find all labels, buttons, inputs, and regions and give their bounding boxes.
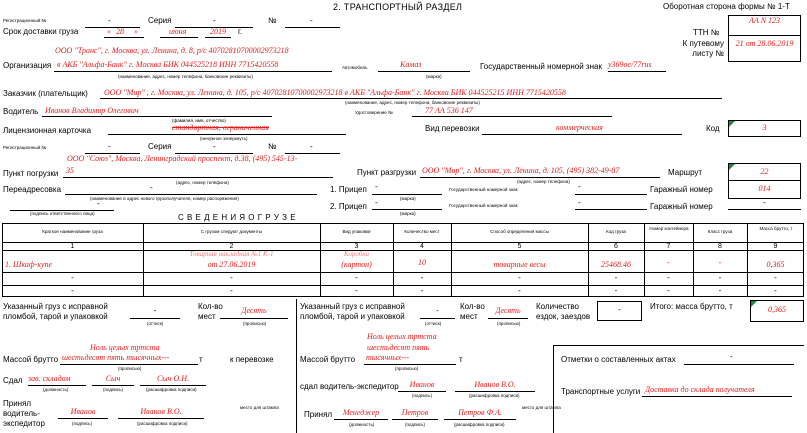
customer-caption: (наименование, адрес, номер телефона, банковские реквизиты)	[345, 100, 480, 105]
seria-value: -	[213, 16, 216, 25]
cargo-docs: -	[230, 273, 233, 282]
license-label: Лицензионная карточка	[3, 126, 92, 135]
plate-label: Государственный номерной знак	[480, 62, 602, 71]
number-value: -	[310, 16, 313, 25]
gave-sign: Сыч	[105, 374, 121, 383]
left-seal-text: Указанный груз с исправной пломбой, тарой и упаковкой	[3, 302, 108, 321]
col-num-9: 9	[773, 243, 778, 250]
trailer1-label: 1. Прицеп	[330, 185, 367, 194]
accepted-label: Принял водитель-экспедитор	[3, 399, 45, 428]
driver-value: Иванов Владимир Олегович	[45, 106, 139, 115]
seria-label: Серия	[148, 16, 172, 25]
col-num-1: 1	[70, 243, 75, 250]
cargo-method: -	[518, 273, 521, 282]
org-line1: ООО "Транс", г. Москва, ул. Ленина, д. 8, р/с 40702810700002973218	[55, 46, 289, 55]
col-header-name: Краткое наименование груза	[42, 229, 103, 234]
col-header-qty: Количество мест	[404, 229, 440, 234]
trailer1-caption: (марка)	[400, 196, 416, 201]
col-header-class: Класс груза	[707, 229, 733, 234]
transport-kind-value: коммерческая	[556, 123, 603, 132]
mid-accepted-sign-caption: (подпись)	[405, 422, 426, 427]
to-transport-label: к перевозке	[230, 355, 274, 364]
gave-role-caption: (должность)	[43, 387, 69, 392]
stamp-place: место для штампа	[240, 405, 279, 410]
cargo-container: -	[667, 273, 670, 282]
loading-line2: 35	[66, 166, 74, 175]
auto-caption: (марка)	[426, 74, 442, 79]
delivery-day-quote: «	[107, 27, 111, 36]
mid-mass-label: Массой брутто	[300, 355, 356, 364]
col-num-3: 3	[354, 243, 359, 250]
left-mest-caption: (прописью)	[243, 321, 267, 326]
mid-stamp-place: место для штампа	[522, 405, 561, 410]
gave-name-caption: (расшифровка подписи)	[146, 387, 197, 392]
trailer2-caption: (марка)	[400, 211, 416, 216]
cargo-qty: -	[420, 273, 424, 282]
garage1-value: 014	[758, 184, 771, 193]
cargo-class: -	[718, 286, 722, 295]
cargo-mass: -	[774, 286, 777, 295]
trailer2-plate-label: Государственный номерной знак	[449, 203, 518, 208]
transport-kind-label: Вид перевозки	[425, 124, 480, 133]
customer-value: ООО "Мир" , г. Москва, ул. Ленина, д. 105, р/с 40702810700002973218 в АКБ "Альфа-Банк" г. Москва БИК 044525215 ИНН 7715420558	[104, 88, 566, 97]
cell-marker	[751, 301, 757, 307]
form-reference: Оборотная сторона формы № 1-Т	[663, 2, 790, 11]
col-header-pack: Вид упаковки	[342, 229, 371, 234]
cargo-method: товарные весы	[493, 260, 546, 269]
left-mass-label: Массой брутто	[3, 355, 59, 364]
left-mass-t: т	[199, 355, 203, 364]
trailer2-label: 2. Прицеп	[330, 202, 367, 211]
mid-gave-name-caption: (расшифровка подписи)	[469, 393, 520, 398]
trailer1-value: -	[375, 182, 378, 191]
cargo-code: -	[614, 273, 618, 282]
license-caption: (ненужное зачеркнуть)	[200, 136, 248, 141]
mid-seria-label: Серия	[148, 142, 172, 151]
mid-mass-caption: (прописью)	[395, 366, 419, 371]
mid-mass-value3: тысячных---	[366, 353, 410, 362]
cargo-name: -	[71, 286, 74, 295]
col-num-4: 4	[420, 243, 424, 250]
left-mass-value1: Ноль целых тртста	[90, 343, 160, 352]
cargo-method: -	[518, 286, 521, 295]
org-line2: в АКБ "Альфа-Банк" г. Москва БИК 044525218 ИНН 7715420558	[57, 60, 279, 69]
mid-seal-caption: (оттиск)	[425, 321, 442, 326]
gave-sign-caption: (подпись)	[103, 387, 124, 392]
reg-number-label: Регистрационный №	[3, 18, 47, 23]
left-mest-value: Десять	[241, 306, 267, 315]
trailer2-plate-value: -	[578, 198, 581, 207]
cargo-name: 1. Шкаф-купе	[5, 260, 53, 269]
cargo-container: -	[667, 258, 670, 267]
mid-mest-label: Кол-во мест	[460, 302, 485, 321]
mid-seal-text: Указанный груз с исправной пломбой, тарой и упаковкой	[300, 302, 405, 321]
cargo-pack: -	[355, 286, 358, 295]
cargo-docs-line1: Товарная накладная №1 К-1	[189, 250, 274, 258]
unloading-label: Пункт разгрузки	[357, 168, 417, 177]
mid-seria-value: -	[213, 142, 216, 151]
accepted-name: Иванов В.О.	[140, 407, 182, 416]
ttn-value: АА N 123	[748, 16, 781, 25]
certificate-value: 77 АА 536 147	[425, 106, 473, 115]
left-mass-caption: (прописью)	[118, 366, 142, 371]
auto-label: Автомобиль	[342, 65, 368, 70]
col-num-2: 2	[229, 243, 234, 250]
mid-mass-t: т	[459, 355, 463, 364]
route-value: 22	[760, 167, 769, 176]
trailer1-plate-value: -	[578, 182, 581, 191]
mid-accepted-name-caption: (расшифровка подписи)	[454, 422, 505, 427]
col-header-container: Номер контейнера	[649, 226, 689, 231]
route-label: Маршрут	[668, 168, 703, 177]
accepted-sign: Иванов	[70, 407, 96, 416]
gave-name: Сыч О.Н.	[156, 374, 190, 383]
col-num-8: 8	[718, 243, 722, 250]
acts-label: Отметки о составленных актах	[561, 355, 676, 364]
loading-line1: ООО "Союз", Москва, Ленинградский проспект, д.38, (495) 545-13-	[67, 154, 298, 163]
redirect-caption: (наименование и адрес нового грузополучателя, номер распоряжения)	[90, 196, 239, 201]
col-header-method: Способ определения массы	[490, 229, 549, 234]
cargo-mass: 0,365	[766, 260, 785, 269]
cargo-qty: -	[420, 286, 424, 295]
section-title: 2. ТРАНСПОРТНЫЙ РАЗДЕЛ	[333, 2, 463, 12]
mid-gave-sign-caption: (подпись)	[412, 393, 433, 398]
waybill-label: К путевому листу №	[682, 39, 724, 58]
mid-gave-label: сдал водитель-экспедитор	[300, 382, 399, 391]
auto-value: Камаз	[400, 60, 422, 69]
col-header-mass: Масса брутто, т	[759, 226, 793, 231]
mid-accepted-name: Петров Ф.А.	[458, 408, 502, 417]
col-num-5: 5	[517, 243, 522, 250]
certificate-label: Удостоверение №	[355, 110, 393, 115]
driver-label: Водитель	[3, 107, 39, 116]
mid-number-label: №	[268, 142, 277, 151]
cargo-mass: -	[774, 273, 777, 282]
garage2-value: -	[763, 198, 766, 207]
total-mass-label: Итого: масса брутто, т	[650, 302, 733, 311]
code-value: 3	[762, 123, 767, 132]
reg-number-value: -	[108, 16, 111, 25]
mid-mass-value2: шестьдесят пять	[367, 343, 430, 352]
redirect-value: -	[150, 183, 153, 192]
left-seal-caption: (оттиск)	[147, 321, 164, 326]
col-header-code: Код груза	[606, 229, 626, 234]
responsible-caption: (подпись ответственного лица)	[30, 211, 95, 216]
redirect-label: Переадресовка	[3, 185, 62, 194]
delivery-day-quote-close: »	[134, 27, 138, 36]
code-label: Код	[706, 124, 720, 133]
unloading-caption: (адрес, номер телефона)	[517, 179, 570, 184]
gave-role: зав. складом	[28, 374, 71, 383]
loading-caption: (адрес, номер телефона)	[176, 180, 229, 185]
left-seal-value: -	[153, 306, 157, 315]
cargo-docs: -	[230, 286, 233, 295]
trailer2-value: -	[375, 198, 378, 207]
cargo-code: -	[614, 286, 618, 295]
number-label: №	[268, 16, 277, 25]
mid-gave-sign: Иванов	[409, 380, 435, 389]
cargo-class: -	[718, 258, 722, 267]
plate-value: у369ое/77rus	[608, 60, 652, 69]
cargo-pack: -	[355, 273, 358, 282]
rides-value: -	[618, 305, 621, 314]
cargo-pack-line1: Коробки	[343, 250, 370, 258]
delivery-year-suffix: г.	[238, 27, 243, 36]
garage2-label: Гаражный номер	[650, 202, 713, 211]
garage1-label: Гаражный номер	[650, 185, 713, 194]
license-value: стандартная, ограниченная	[172, 123, 269, 132]
responsible-value: -	[97, 199, 100, 208]
waybill-value: 21 от 28.06.2019	[735, 39, 794, 48]
cell-marker	[729, 121, 735, 127]
cargo-heading: С В Е Д Е Н И Я О Г Р У З Е	[178, 213, 297, 222]
cargo-container: -	[667, 286, 670, 295]
accepted-name-caption: (расшифровка подписи)	[137, 421, 188, 426]
cargo-name: -	[71, 273, 74, 282]
customer-label: Заказчик (плательщик)	[3, 89, 88, 98]
mid-mass-value1: Ноль целых тртста	[367, 332, 437, 341]
mid-gave-name: Иванов В.О.	[474, 380, 516, 389]
col-num-7: 7	[666, 243, 671, 250]
cargo-pack-line2: (картон)	[341, 260, 372, 269]
mid-mest-caption: (прописью)	[497, 321, 521, 326]
unloading-value: ООО "Мир", г. Москва, ул. Ленина, д. 105, (495) 382-49-87	[422, 166, 620, 175]
cargo-docs-line2: от 27.06.2019	[207, 260, 256, 269]
loading-label: Пункт погрузки	[3, 169, 59, 178]
mid-seal-value: -	[436, 306, 439, 315]
delivery-label: Срок доставки груза	[3, 27, 79, 36]
services-value: Доставка до склада получателя	[645, 385, 755, 394]
left-mass-value2: шестьдесят пять тысячных---	[62, 353, 170, 362]
acts-value: -	[730, 352, 733, 361]
gave-label: Сдал	[3, 376, 23, 385]
org-caption: (наименование, адрес, номер телефона, банковские реквизиты)	[118, 74, 253, 79]
col-num-6: 6	[614, 243, 618, 250]
mid-accepted-sign: Петров	[401, 408, 429, 417]
cargo-class: -	[718, 273, 722, 282]
services-label: Транспортные услуги	[561, 387, 641, 396]
mid-mest-value: Десять	[495, 306, 521, 315]
cargo-code: 25468.46	[601, 260, 631, 269]
delivery-day: 28	[116, 27, 124, 36]
mid-number-value: -	[310, 142, 313, 151]
col-header-docs: С грузом следуют документы	[200, 229, 263, 234]
trailer1-plate-label: Государственный номерной знак	[449, 187, 518, 192]
mid-accepted-role-caption: (должность)	[349, 422, 375, 427]
delivery-month: июня	[169, 27, 187, 36]
rides-label: Количество ездок, заездов	[536, 302, 591, 321]
mid-reg-label: Регистрационный №	[3, 145, 47, 150]
delivery-year: 2019	[210, 27, 226, 36]
mid-accepted-role: Менеджер	[342, 408, 380, 417]
ttn-label: ТТН №	[693, 28, 720, 37]
cargo-qty: 10	[418, 258, 426, 267]
total-mass-value: 0,365	[768, 305, 786, 314]
driver-caption: (фамилия, имя, отчество)	[172, 118, 226, 123]
mid-reg-value: -	[108, 142, 111, 151]
mid-accepted-label: Принял	[304, 410, 333, 419]
accepted-sign-caption: (подпись)	[72, 421, 93, 426]
cell-marker	[729, 164, 735, 170]
org-label: Организация	[3, 61, 52, 70]
left-mest-label: Кол-во мест	[198, 302, 223, 321]
